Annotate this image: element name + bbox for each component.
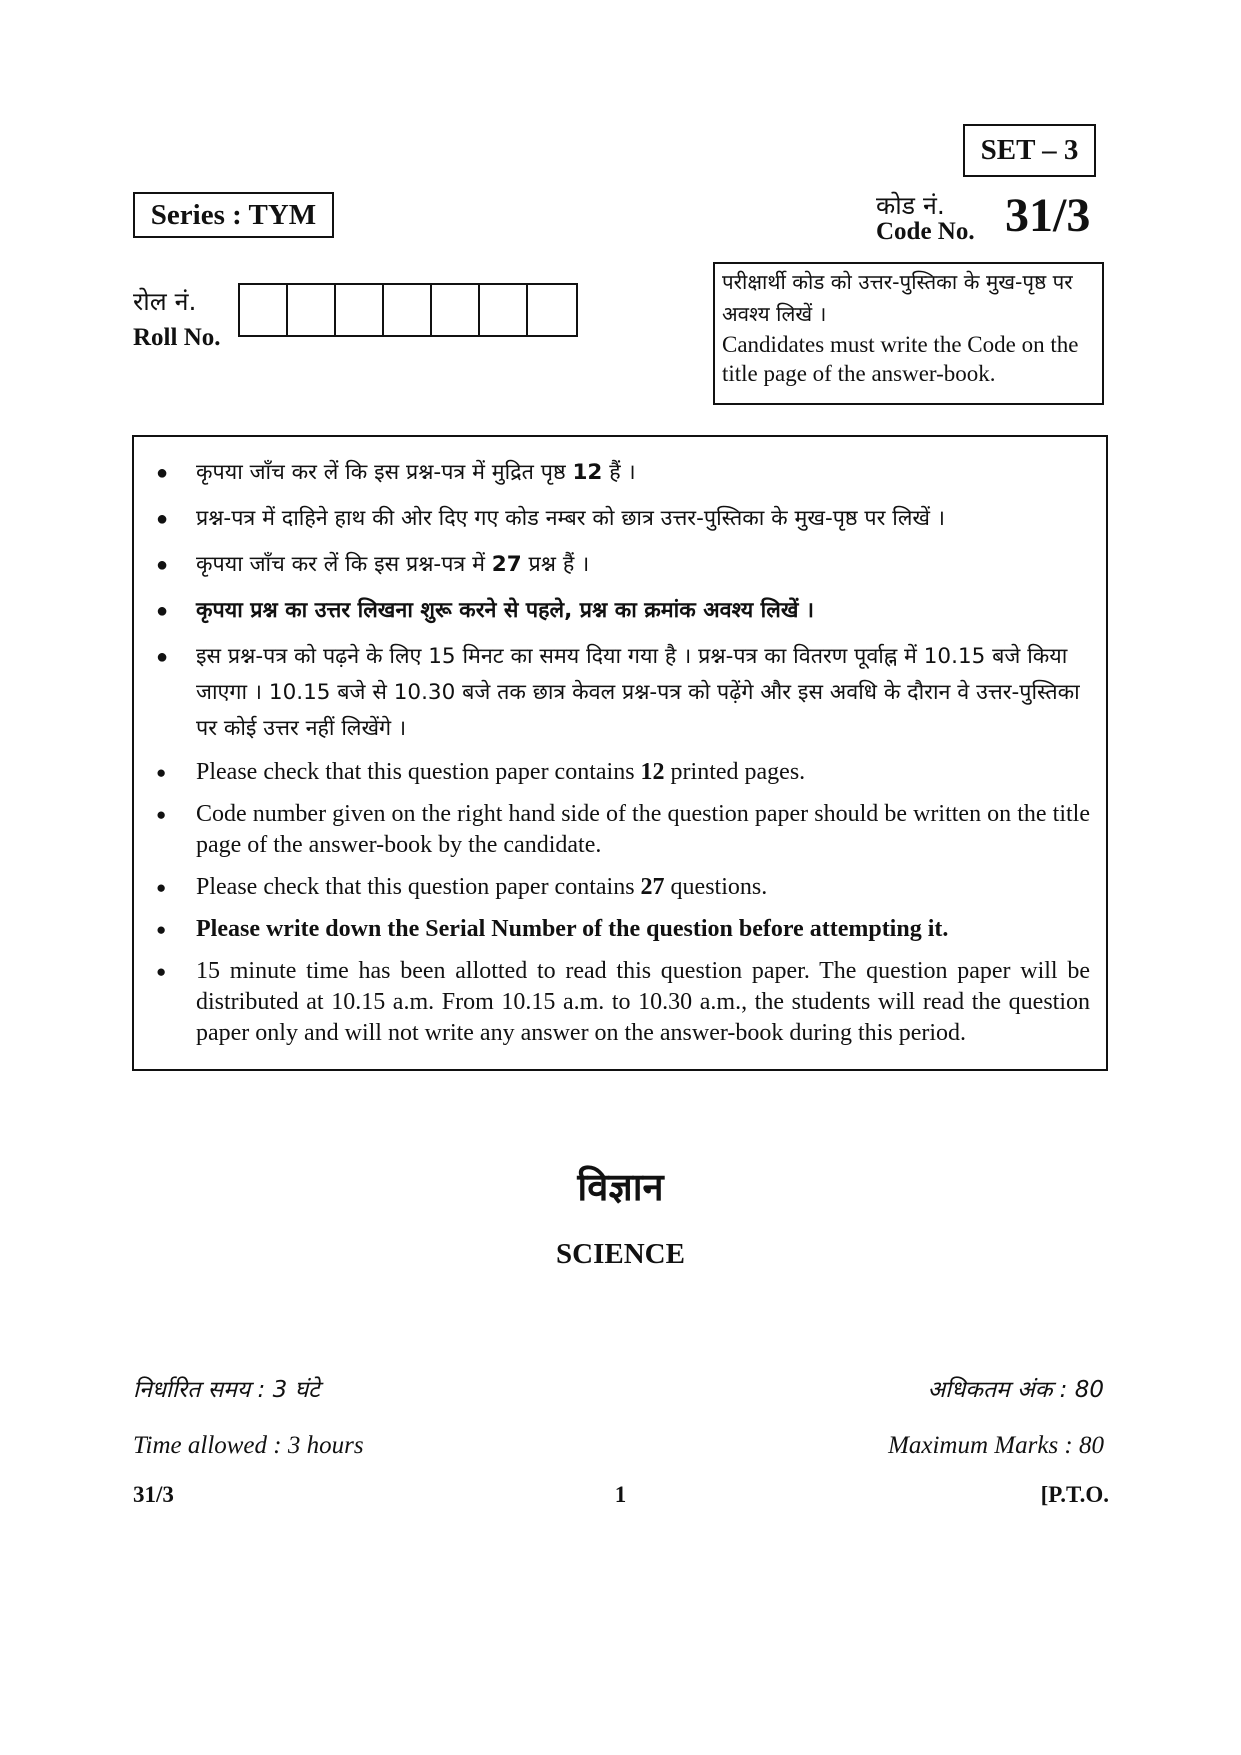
- roll-number-cell[interactable]: [432, 285, 480, 335]
- instruction-text-bold: 27: [640, 874, 665, 900]
- series-label: Series : TYM: [133, 192, 334, 238]
- bullet-icon: ●: [156, 508, 169, 530]
- maximum-marks-english: Maximum Marks : 80: [888, 1432, 1104, 1459]
- instruction-text: [196, 501, 1090, 537]
- subject-title-hindi: विज्ञान: [577, 1165, 664, 1209]
- instruction-item: [156, 501, 1090, 537]
- maximum-marks-hindi: अधिकतम अंक : 80: [927, 1377, 1104, 1403]
- instruction-text-part: कृपया जाँच कर लें कि इस प्रश्न-पत्र में मुद्रित पृष्ठ: [196, 460, 573, 485]
- code-label-english: Code No.: [876, 218, 975, 245]
- bullet-icon: ●: [156, 878, 167, 897]
- instruction-text-part: Please check that this question paper contains: [196, 874, 641, 900]
- instruction-item: [156, 956, 1090, 1049]
- candidate-code-note: [713, 262, 1104, 405]
- roll-label-hindi: रोल नं.: [133, 287, 197, 316]
- instruction-text: [196, 547, 1090, 583]
- instruction-item: [156, 593, 1090, 629]
- instruction-item: [156, 914, 1090, 945]
- instruction-text-part: questions.: [664, 874, 768, 900]
- instruction-text-part: प्रश्न-पत्र में दाहिने हाथ की ओर दिए गए कोड नम्बर को छात्र उत्तर-पुस्तिका के मुख-पृष्ठ पर लिखें ।: [196, 506, 945, 531]
- instruction-item: [156, 757, 1090, 788]
- instruction-text: [196, 455, 1090, 491]
- bullet-icon: ●: [156, 920, 167, 939]
- roll-number-cell[interactable]: [240, 285, 288, 335]
- bullet-icon: ●: [156, 600, 169, 622]
- instruction-text-part: प्रश्न हैं ।: [521, 552, 590, 577]
- roll-number-cell[interactable]: [288, 285, 336, 335]
- roll-label-english: Roll No.: [133, 324, 221, 351]
- instruction-item: [156, 799, 1090, 861]
- bullet-icon: ●: [156, 554, 169, 576]
- instruction-text: [196, 914, 1090, 945]
- code-label-hindi: कोड नं.: [876, 191, 945, 220]
- roll-number-boxes[interactable]: [238, 283, 578, 337]
- instruction-text-part: इस प्रश्न-पत्र को पढ़ने के लिए 15 मिनट का समय दिया गया है । प्रश्न-पत्र का वितरण पूर्वाह्न में 10.15 बजे किया जाएगा । 10.15 बजे से 10.30 बजे तक छात्र केवल प्रश्न-पत्र को पढ़ेंगे और इस अवधि के दौरान वे उत्तर-पुस्तिका पर कोई उत्तर नहीं लिखेंगे ।: [196, 644, 1080, 741]
- instruction-text-part: printed pages.: [664, 759, 806, 785]
- bullet-icon: ●: [156, 763, 167, 782]
- instruction-text: [196, 872, 1090, 903]
- instruction-item: [156, 872, 1090, 903]
- instruction-text: [196, 593, 1090, 629]
- please-turn-over: [P.T.O.: [1040, 1482, 1109, 1507]
- roll-number-cell[interactable]: [528, 285, 576, 335]
- instruction-text-bold: कृपया प्रश्न का उत्तर लिखना शुरू करने से पहले, प्रश्न का क्रमांक अवश्य लिखें ।: [196, 598, 815, 623]
- instruction-text-bold: Please write down the Serial Number of the question before attempting it.: [196, 916, 949, 942]
- candidate-note-english: Candidates must write the Code on the title page of the answer-book.: [722, 332, 1079, 386]
- bullet-icon: ●: [156, 462, 169, 484]
- set-label: SET – 3: [963, 124, 1096, 177]
- instruction-item: [156, 547, 1090, 583]
- roll-number-cell[interactable]: [336, 285, 384, 335]
- instruction-text: [196, 757, 1090, 788]
- bullet-icon: ●: [156, 962, 167, 981]
- instruction-text: [196, 639, 1090, 747]
- instruction-text-part: Code number given on the right hand side of the question paper should be written on the title page of the answer-book by the candidate.: [196, 801, 1090, 858]
- instruction-item: [156, 455, 1090, 491]
- instruction-text-part: कृपया जाँच कर लें कि इस प्रश्न-पत्र में: [196, 552, 492, 577]
- time-allowed-hindi: निर्धारित समय : 3 घंटे: [133, 1377, 320, 1403]
- instruction-item: [156, 639, 1090, 747]
- instruction-text: [196, 956, 1090, 1049]
- instruction-text-bold: 12: [572, 460, 603, 485]
- instructions-list: [156, 455, 1090, 1049]
- bullet-icon: ●: [156, 805, 167, 824]
- instruction-text: [196, 799, 1090, 861]
- candidate-note-hindi: परीक्षार्थी कोड को उत्तर-पुस्तिका के मुख-पृष्ठ पर अवश्य लिखें ।: [722, 270, 1073, 326]
- footer-code: 31/3: [133, 1482, 174, 1507]
- instruction-text-part: हैं ।: [602, 460, 636, 485]
- bullet-icon: ●: [156, 646, 169, 668]
- instructions-box: [132, 435, 1108, 1071]
- roll-number-cell[interactable]: [480, 285, 528, 335]
- instruction-text-part: 15 minute time has been allotted to read this question paper. The question paper will be distributed at 10.15 a.m. From 10.15 a.m. to 10.30 a.m., the students will read the question paper only and will not write any answer on the answer-book during this period.: [196, 958, 1090, 1046]
- subject-title-english: SCIENCE: [556, 1238, 685, 1270]
- page-number: 1: [614, 1482, 627, 1507]
- time-allowed-english: Time allowed : 3 hours: [133, 1432, 364, 1459]
- roll-number-cell[interactable]: [384, 285, 432, 335]
- instruction-text-bold: 12: [640, 759, 665, 785]
- instruction-text-part: Please check that this question paper contains: [196, 759, 641, 785]
- code-number: 31/3: [1005, 189, 1091, 242]
- instruction-text-bold: 27: [491, 552, 522, 577]
